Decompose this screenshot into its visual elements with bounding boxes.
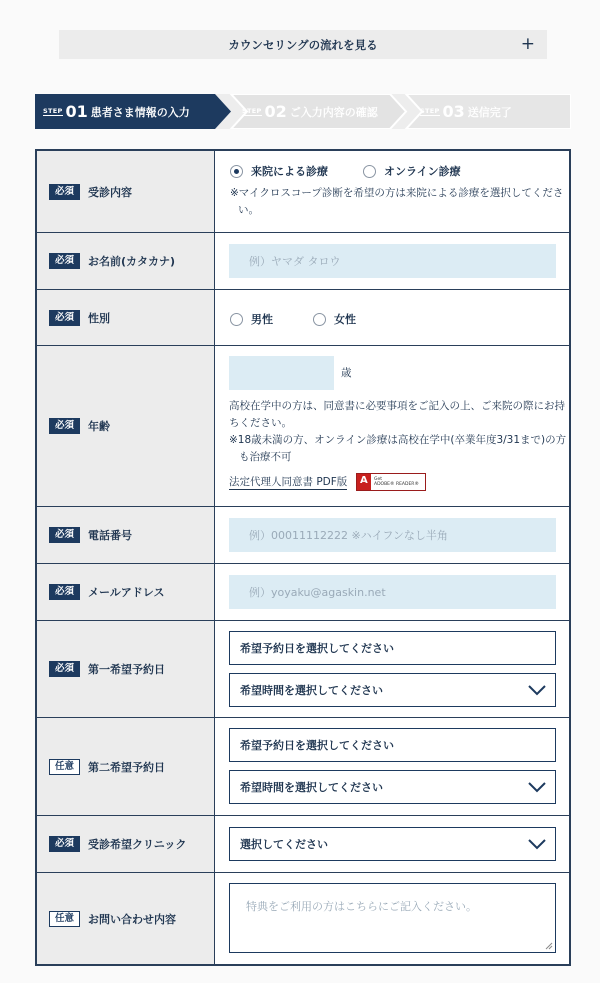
gender-label: 性別	[88, 311, 110, 325]
step-1-tag: STEP	[43, 107, 63, 115]
step-3-number: 03	[442, 102, 465, 121]
inquiry-label: お問い合わせ内容	[88, 912, 176, 926]
gender-label-cell	[37, 290, 215, 345]
age-value-cell	[215, 346, 569, 506]
step-1-number: 01	[65, 102, 88, 121]
optional-badge: 任意	[49, 911, 80, 927]
radio-online[interactable]	[363, 163, 461, 179]
inquiry-textarea[interactable]	[229, 883, 556, 953]
first-choice-time-label: 希望時間を選択してください	[240, 684, 383, 697]
inquiry-label-cell	[37, 873, 215, 964]
phone-input[interactable]: 例）00011112222 ※ハイフンなし半角	[229, 518, 556, 552]
radio-selected-icon	[230, 165, 243, 178]
phone-label-cell	[37, 507, 215, 563]
clinic-select[interactable]	[229, 827, 556, 861]
inquiry-placeholder: 特典をご利用の方はこちらにご記入ください。	[246, 900, 477, 913]
radio-female-label: 女性	[334, 313, 356, 326]
name-label-cell	[37, 233, 215, 289]
consent-pdf-link[interactable]: 法定代理人同意書 PDF版	[229, 476, 348, 488]
row-gender	[37, 290, 569, 346]
radio-unselected-icon	[230, 313, 243, 326]
age-note-1	[229, 398, 565, 432]
adobe-reader-name: ADOBE® READER®	[374, 482, 419, 487]
step-2-label: ご入力内容の確認	[289, 105, 378, 119]
name-value-cell	[215, 233, 569, 289]
chevron-down-icon	[527, 683, 547, 697]
required-badge: 必須	[49, 253, 80, 269]
radio-unselected-icon	[363, 165, 376, 178]
clinic-label: 受診希望クリニック	[88, 838, 187, 851]
email-value-cell	[215, 564, 569, 620]
step-2-tag: STEP	[242, 107, 262, 115]
required-badge: 必須	[49, 184, 80, 200]
row-inquiry	[37, 873, 569, 964]
age-note-2-line1: ※18歳未満の方、オンライン診療は高校在学中(卒業年度3/31まで)の方	[229, 434, 567, 446]
row-clinic	[37, 816, 569, 873]
visit-type-label-cell	[37, 151, 215, 232]
visit-type-note-line1: ※マイクロスコープ診断を希望の方は来院による診療を選択してくださ	[230, 187, 564, 199]
radio-female[interactable]	[313, 311, 356, 327]
row-visit-type	[37, 151, 569, 233]
age-label-cell	[37, 346, 215, 506]
required-badge: 必須	[49, 836, 80, 852]
radio-male[interactable]	[230, 311, 273, 327]
second-choice-label: 第二希望予約日	[88, 760, 165, 774]
step-3-label: 送信完了	[467, 105, 512, 119]
first-choice-label-cell	[37, 621, 215, 717]
visit-type-note	[230, 185, 563, 219]
step-3	[420, 94, 512, 129]
step-progress	[35, 94, 571, 129]
second-choice-date-picker[interactable]: 希望予約日を選択してください	[229, 728, 556, 762]
age-label: 年齢	[88, 420, 110, 433]
age-note-1-line2: ちください。	[229, 417, 292, 429]
gender-value-cell	[215, 290, 569, 345]
age-input[interactable]	[229, 356, 334, 390]
age-note-2-line2: も治療不可	[239, 451, 292, 463]
age-note-1-line1: 高校在学中の方は、同意書に必要事項をご記入の上、ご来院の際にお持	[229, 400, 565, 412]
plus-icon: +	[520, 34, 535, 54]
required-badge: 必須	[49, 418, 80, 434]
required-badge: 必須	[49, 527, 80, 543]
inquiry-value-cell	[215, 873, 569, 964]
phone-value-cell	[215, 507, 569, 563]
row-phone	[37, 507, 569, 564]
optional-badge: 任意	[49, 759, 80, 775]
name-label: お名前(カタカナ)	[88, 255, 176, 268]
adobe-reader-badge[interactable]	[356, 473, 426, 491]
reservation-form	[35, 149, 571, 966]
visit-type-value-cell	[215, 151, 569, 232]
phone-label: 電話番号	[88, 529, 132, 542]
row-second-choice	[37, 718, 569, 816]
row-email	[37, 564, 569, 621]
clinic-label-cell	[37, 816, 215, 872]
second-choice-time-label: 希望時間を選択してください	[240, 781, 383, 794]
adobe-logo-icon	[357, 474, 371, 490]
second-choice-time-select[interactable]	[229, 770, 556, 804]
required-badge: 必須	[49, 661, 80, 677]
first-choice-time-select[interactable]	[229, 673, 556, 707]
step-3-tag: STEP	[420, 107, 440, 115]
adobe-get-text: Get	[374, 477, 383, 482]
row-name	[37, 233, 569, 290]
email-input[interactable]: 例）yoyaku@agaskin.net	[229, 575, 556, 609]
step-2	[242, 94, 378, 129]
radio-unselected-icon	[313, 313, 326, 326]
resize-grip-icon[interactable]	[545, 942, 553, 950]
row-first-choice	[37, 621, 569, 718]
clinic-select-label: 選択してください	[240, 838, 328, 851]
email-label: メールアドレス	[88, 586, 165, 599]
first-choice-value-cell	[215, 621, 569, 717]
visit-type-note-line2: い。	[238, 204, 259, 216]
email-label-cell	[37, 564, 215, 620]
radio-in-clinic[interactable]	[230, 163, 328, 179]
required-badge: 必須	[49, 310, 80, 326]
required-badge: 必須	[49, 584, 80, 600]
first-choice-date-picker[interactable]: 希望予約日を選択してください	[229, 631, 556, 665]
adobe-reader-text	[374, 477, 419, 487]
counseling-flow-toggle[interactable]	[59, 30, 547, 59]
counseling-flow-label: カウンセリングの流れを見る	[228, 37, 378, 52]
clinic-value-cell	[215, 816, 569, 872]
radio-online-label: オンライン診療	[384, 165, 461, 178]
second-choice-value-cell	[215, 718, 569, 815]
first-choice-label: 第一希望予約日	[88, 663, 165, 676]
age-unit: 歳	[341, 367, 352, 379]
second-choice-label-cell	[37, 718, 215, 815]
chevron-down-icon	[527, 837, 547, 851]
row-age	[37, 346, 569, 507]
step-1	[43, 94, 190, 129]
visit-type-label: 受診内容	[88, 185, 132, 199]
radio-in-clinic-label: 来院による診療	[251, 165, 328, 178]
radio-male-label: 男性	[251, 313, 273, 326]
age-note-2	[229, 432, 566, 466]
chevron-down-icon	[527, 780, 547, 794]
name-input[interactable]: 例）ヤマダ タロウ	[229, 244, 556, 278]
step-2-number: 02	[264, 102, 287, 121]
step-1-label: 患者さま情報の入力	[90, 105, 190, 119]
